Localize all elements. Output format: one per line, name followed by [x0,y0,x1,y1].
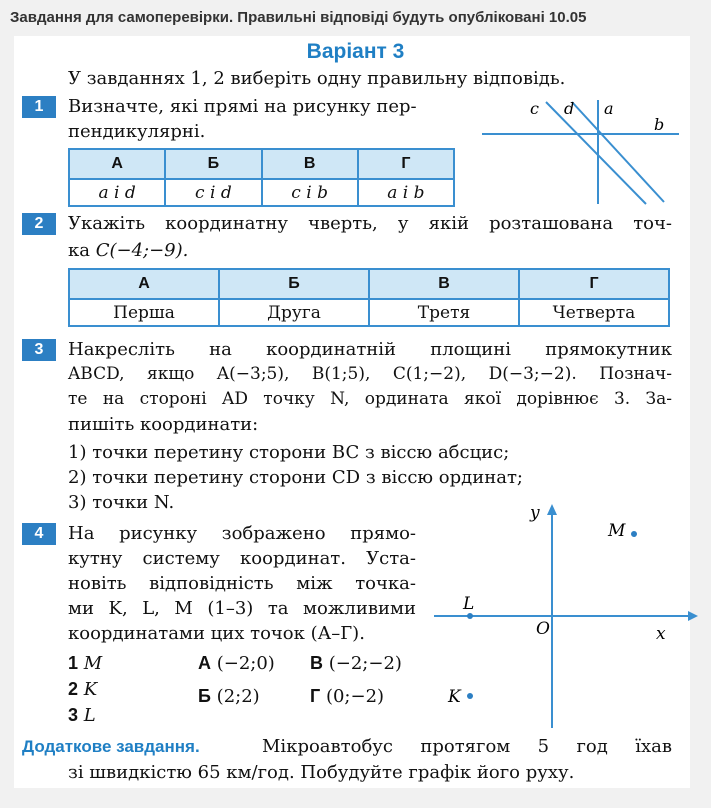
task-4-coordinate-graph [430,498,700,730]
task-2-point: C(−4;−9). [95,240,189,261]
task-4-item-2 [68,677,97,702]
task-2-line-2 [68,238,188,263]
task-4-line-1: На рисунку зображено прямо- [68,523,416,544]
task-4-item-2-point: K [83,679,98,700]
task-1-number: 1 [22,96,56,118]
task-4-item-1-point: M [83,653,103,674]
task-4-answer-g-letter: Г [310,686,321,706]
task-1-header-v: В [262,149,358,179]
point-k [467,693,473,699]
task-2-option-b[interactable]: Друга [219,299,369,326]
task-4-answer-b-letter: Б [198,686,211,706]
intro-text: У завданнях 1, 2 виберіть одну правильну відповідь. [68,68,566,89]
x-axis-label: x [656,624,666,644]
task-2-header-g: Г [519,269,669,299]
label-a: a [604,99,614,118]
task-4-item-3-num: 3 [68,705,79,725]
point-m-label: M [608,521,626,541]
task-4-item-1-num: 1 [68,653,79,673]
task-2-number: 2 [22,213,56,235]
task-1-answer-table [68,148,455,207]
task-3-line-1: Накресліть на координатній площині прямокутник [68,339,672,360]
task-4-answer-v [310,651,402,676]
task-4-item-3 [68,703,96,728]
task-4-item-2-num: 2 [68,679,79,699]
task-4-line-5: координатами цих точок (А–Г). [68,623,365,644]
task-1-lines-figure [474,92,684,210]
task-4-number: 4 [22,523,56,545]
task-2-line-2-text: ка [68,240,96,261]
task-3-number: 3 [22,339,56,361]
task-4-answer-a [198,651,275,676]
line-c [546,102,646,204]
task-1-line-1: Визначте, які прямі на рисунку пер- [68,96,417,117]
task-1-option-a[interactable]: a і d [69,179,165,206]
extra-line-2: зі швидкістю 65 км/год. Побудуйте графік його руху. [68,762,575,783]
point-l-label: L [463,594,475,614]
task-4-line-4: ми K, L, M (1–3) та можливими [68,598,416,619]
task-2-answer-table [68,268,670,327]
variant-title: Варіант 3 [306,40,405,63]
task-2-option-v[interactable]: Третя [369,299,519,326]
task-1-option-v[interactable]: c і b [262,179,358,206]
task-4-answer-b-value: (2;2) [216,686,260,707]
task-3-item-2: 2) точки перетину сторони CD з віссю ординат; [68,467,524,488]
task-3-item-1: 1) точки перетину сторони BC з віссю абсцис; [68,442,510,463]
task-1-line-2: пендикулярні. [68,121,206,142]
task-4-answer-a-letter: А [198,653,211,673]
label-b: b [654,115,665,134]
task-4-answer-v-value: (−2;−2) [328,653,402,674]
task-3-line-3: те на стороні AD точку N, ордината якої дорівнює 3. За- [68,389,672,409]
label-d: d [564,99,575,118]
task-3-line-2: ABCD, якщо A(−3;5), B(1;5), C(1;−2), D(−3;−2). Познач- [68,364,672,384]
task-1-option-g[interactable]: a і b [358,179,454,206]
y-axis-label: y [530,503,540,523]
page-header: Завдання для самоперевірки. Правильні відповіді будуть опубліковані 10.05 [10,9,587,26]
task-2-header-a: А [69,269,219,299]
task-2-line-1: Укажіть координатну чверть, у якій розташована точ- [68,213,672,234]
task-4-answer-b [198,684,260,709]
point-m [631,531,637,537]
task-1-header-a: А [69,149,165,179]
task-4-answer-v-letter: В [310,653,323,673]
label-c: c [530,99,539,118]
task-2-option-a[interactable]: Перша [69,299,219,326]
y-axis-arrow [547,504,557,515]
task-1-header-g: Г [358,149,454,179]
line-d [572,102,664,202]
point-k-label: K [448,687,461,707]
task-4-answer-a-value: (−2;0) [216,653,275,674]
extra-text-1: Мікроавтобус протягом 5 год їхав [262,736,672,757]
task-3-line-4: пишіть координати: [68,414,259,435]
task-4-item-3-point: L [83,705,96,726]
x-axis-arrow [688,611,698,621]
task-1-option-b[interactable]: c і d [165,179,261,206]
task-1-header-b: Б [165,149,261,179]
extra-line-1 [22,734,672,759]
task-3-item-3: 3) точки N. [68,492,175,513]
origin-label: O [536,619,550,639]
task-4-answer-g [310,684,384,709]
task-4-item-1 [68,651,102,676]
task-2-header-v: В [369,269,519,299]
extra-label: Додаткове завдання. [22,737,200,756]
task-4-answer-g-value: (0;−2) [325,686,385,707]
task-4-line-3: новіть відповідність між точка- [68,573,416,594]
task-2-option-g[interactable]: Четверта [519,299,669,326]
task-4-line-2: кутну систему координат. Уста- [68,548,416,569]
task-2-header-b: Б [219,269,369,299]
